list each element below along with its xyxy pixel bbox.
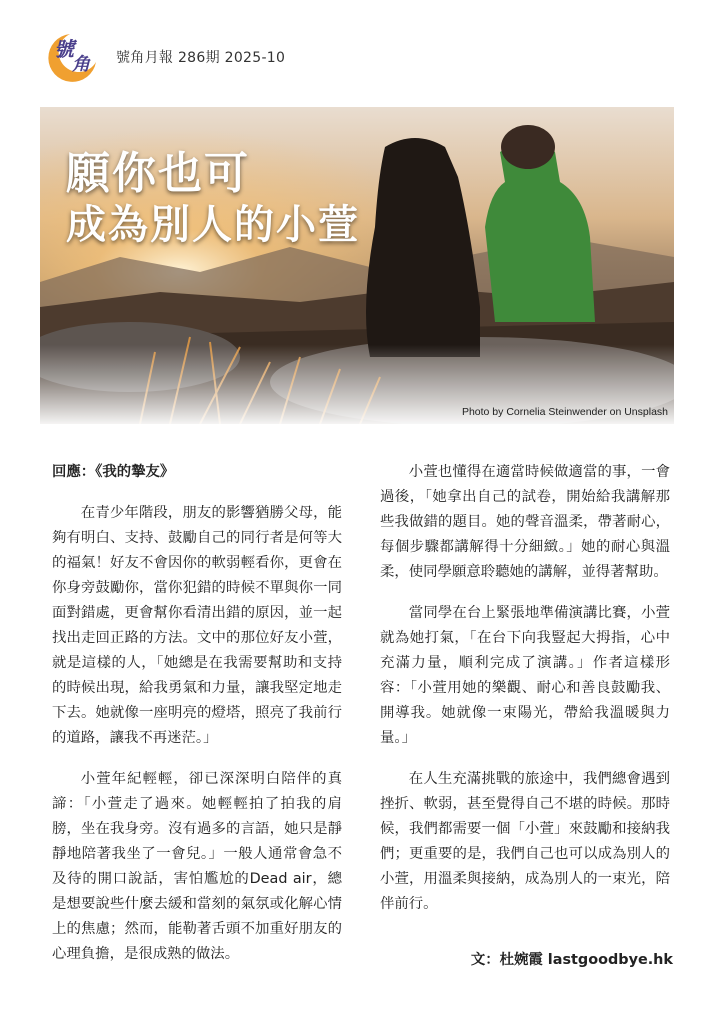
article-paragraph: 小萱年紀輕輕，卻已深深明白陪伴的真諦：「小萱走了過來。她輕輕拍了拍我的肩膀，坐在我身旁。沒有過多的言語，她只是靜靜地陪著我坐了一會兒。」一般人通常會急不及待的開口說話，害怕尷尬的Dead air，總是想要說些什麼去緩和當刻的氣氛或化解心情上的焦慮；然而，能勒著舌頭不加重好朋友的心理負擔，是很成熟的做法。 [52,771,342,962]
publication-info: 號角月報 286期 2025-10 [116,50,286,66]
article-title-line1: 願你也可 [66,148,250,199]
page-header [30,20,690,80]
svg-text:角: 角 [72,54,90,75]
article-paragraph: 在青少年階段，朋友的影響猶勝父母，能夠有明白、支持、鼓勵自己的同行者是何等大的福氣！好友不會因你的軟弱輕看你，更會在你身旁鼓勵你，當你犯錯的時候不單與你一同面對錯處，更會幫你看清出錯的原因，並一起找出走回正路的方法。文中的那位好友小萱，就是這樣的人，「她總是在我需要幫助和支持的時候出現，給我勇氣和力量，讓我堅定地走下去。她就像一座明亮的燈塔，照亮了我前行的道路，讓我不再迷茫。」 [52,505,342,746]
magazine-logo [40,26,102,88]
article-paragraph: 當同學在台上緊張地準備演講比賽，小萱就為她打氣，「在台下向我豎起大拇指，心中充滿力量，順利完成了演講。」作者這樣形容：「小萱用她的樂觀、耐心和善良鼓勵我、開導我。她就像一束陽光，帶給我溫暖與力量。」 [380,605,670,746]
article-column-left [52,460,342,983]
article-paragraph: 在人生充滿挑戰的旅途中，我們總會遇到挫折、軟弱，甚至覺得自己不堪的時候。那時候，我們都需要一個「小萱」來鼓勵和接納我們；更重要的是，我們自己也可以成為別人的小萱，用溫柔與接納，成為別人的一束光，陪伴前行。 [380,771,670,912]
svg-text:號: 號 [54,37,74,61]
article-title-line2: 成為別人的小萱 [66,202,360,248]
response-label: 回應：《我的摯友》 [52,464,175,480]
article-paragraph: 小萱也懂得在適當時候做適當的事，一會過後，「她拿出自己的試卷，開始給我講解那些我做錯的題目。她的聲音溫柔，帶著耐心，每個步驟都講解得十分細緻。」她的耐心與溫柔，使同學願意聆聽她的講解，並得著幫助。 [380,464,670,580]
hero-image [40,107,674,424]
author-byline: 文：杜婉霞 lastgoodbye.hk [470,952,673,968]
article-column-right [380,460,670,933]
photo-credit: Photo by Cornelia Steinwender on Unsplash [461,406,668,418]
